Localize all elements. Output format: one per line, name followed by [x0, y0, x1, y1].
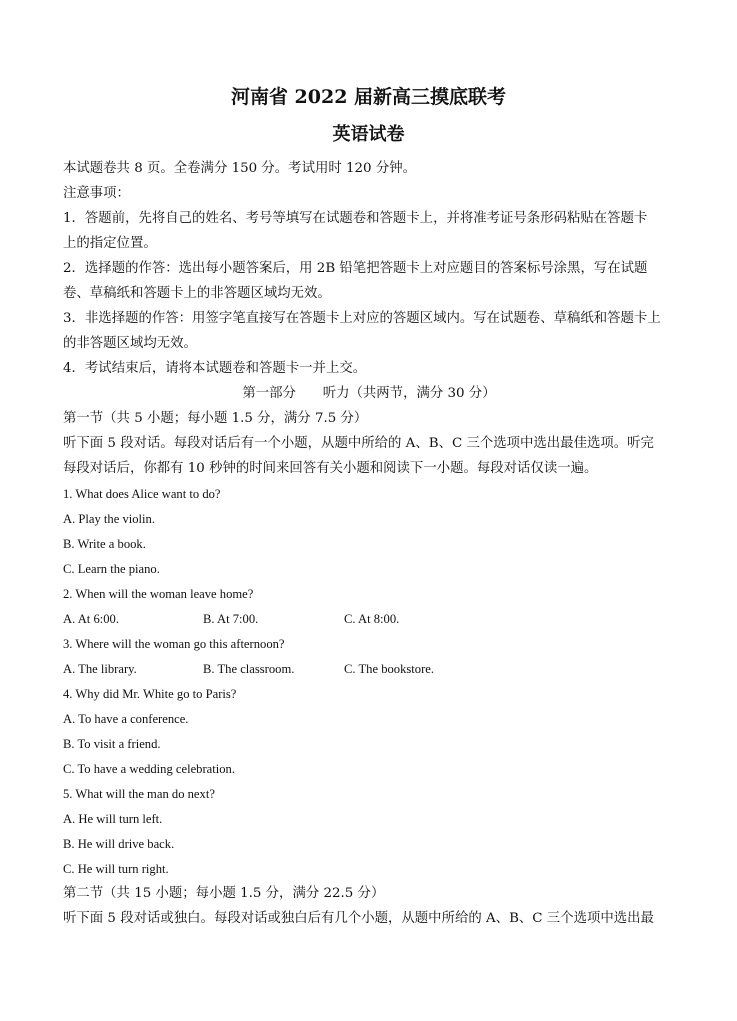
- question-3-option-b: B. The classroom.: [203, 662, 295, 676]
- note-1-line-2: 上的指定位置。: [63, 236, 157, 251]
- question-5-option-a: A. He will turn left.: [63, 812, 163, 826]
- question-5: 5. What will the man do next?: [63, 787, 215, 801]
- note-3-line-1: 3．非选择题的作答：用签字笔直接写在答题卡上对应的答题区域内。写在试题卷、草稿纸和答题卡上: [63, 311, 661, 326]
- section2-heading: 第二节（共 15 小题；每小题 1.5 分，满分 22.5 分）: [63, 886, 385, 901]
- section1-heading: 第一节（共 5 小题；每小题 1.5 分，满分 7.5 分）: [63, 411, 368, 426]
- question-2-option-a: A. At 6:00.: [63, 612, 119, 626]
- question-2: 2. When will the woman leave home?: [63, 587, 254, 601]
- question-3-option-c: C. The bookstore.: [344, 662, 435, 676]
- question-3: 3. Where will the woman go this afternoon?: [63, 637, 285, 651]
- question-2-option-c: C. At 8:00.: [344, 612, 400, 626]
- note-2-line-1: 2．选择题的作答：选出每小题答案后，用 2B 铅笔把答题卡上对应题目的答案标号涂黑，写在试题: [63, 261, 648, 276]
- part1-heading: 第一部分 听力（共两节，满分 30 分）: [242, 386, 496, 401]
- exam-subtitle: 英语试卷: [332, 124, 405, 145]
- question-4-option-c: C. To have a wedding celebration.: [63, 762, 235, 776]
- note-1-line-1: 1．答题前，先将自己的姓名、考号等填写在试题卷和答题卡上，并将准考证号条形码粘贴在答题卡: [63, 211, 648, 226]
- question-2-option-b: B. At 7:00.: [203, 612, 259, 626]
- question-1-option-c: C. Learn the piano.: [63, 562, 160, 576]
- note-3-line-2: 的非答题区域均无效。: [63, 336, 197, 351]
- note-4-line-1: 4．考试结束后，请将本试题卷和答题卡一并上交。: [63, 361, 367, 376]
- question-1-option-a: A. Play the violin.: [63, 512, 155, 526]
- question-1: 1. What does Alice want to do?: [63, 487, 221, 501]
- section1-instructions-line-2: 每段对话后，你都有 10 秒钟的时间来回答有关小题和阅读下一小题。每段对话仅读一遍。: [63, 461, 598, 476]
- exam-summary: 本试题卷共 8 页。全卷满分 150 分。考试用时 120 分钟。: [63, 161, 416, 176]
- note-2-line-2: 卷、草稿纸和答题卡上的非答题区域均无效。: [63, 286, 331, 301]
- question-4: 4. Why did Mr. White go to Paris?: [63, 687, 237, 701]
- question-4-option-b: B. To visit a friend.: [63, 737, 161, 751]
- question-5-option-b: B. He will drive back.: [63, 837, 175, 851]
- question-4-option-a: A. To have a conference.: [63, 712, 189, 726]
- notice-heading: 注意事项：: [63, 186, 130, 201]
- question-1-option-b: B. Write a book.: [63, 537, 146, 551]
- exam-title: 河南省 2022 届新高三摸底联考: [230, 86, 507, 108]
- question-3-option-a: A. The library.: [63, 662, 137, 676]
- section1-instructions-line-1: 听下面 5 段对话。每段对话后有一个小题，从题中所给的 A、B、C 三个选项中选出最佳选项。听完: [63, 436, 654, 451]
- question-5-option-c: C. He will turn right.: [63, 862, 169, 876]
- section2-instructions-line-1: 听下面 5 段对话或独白。每段对话或独白后有几个小题，从题中所给的 A、B、C 三个选项中选出最: [63, 911, 654, 926]
